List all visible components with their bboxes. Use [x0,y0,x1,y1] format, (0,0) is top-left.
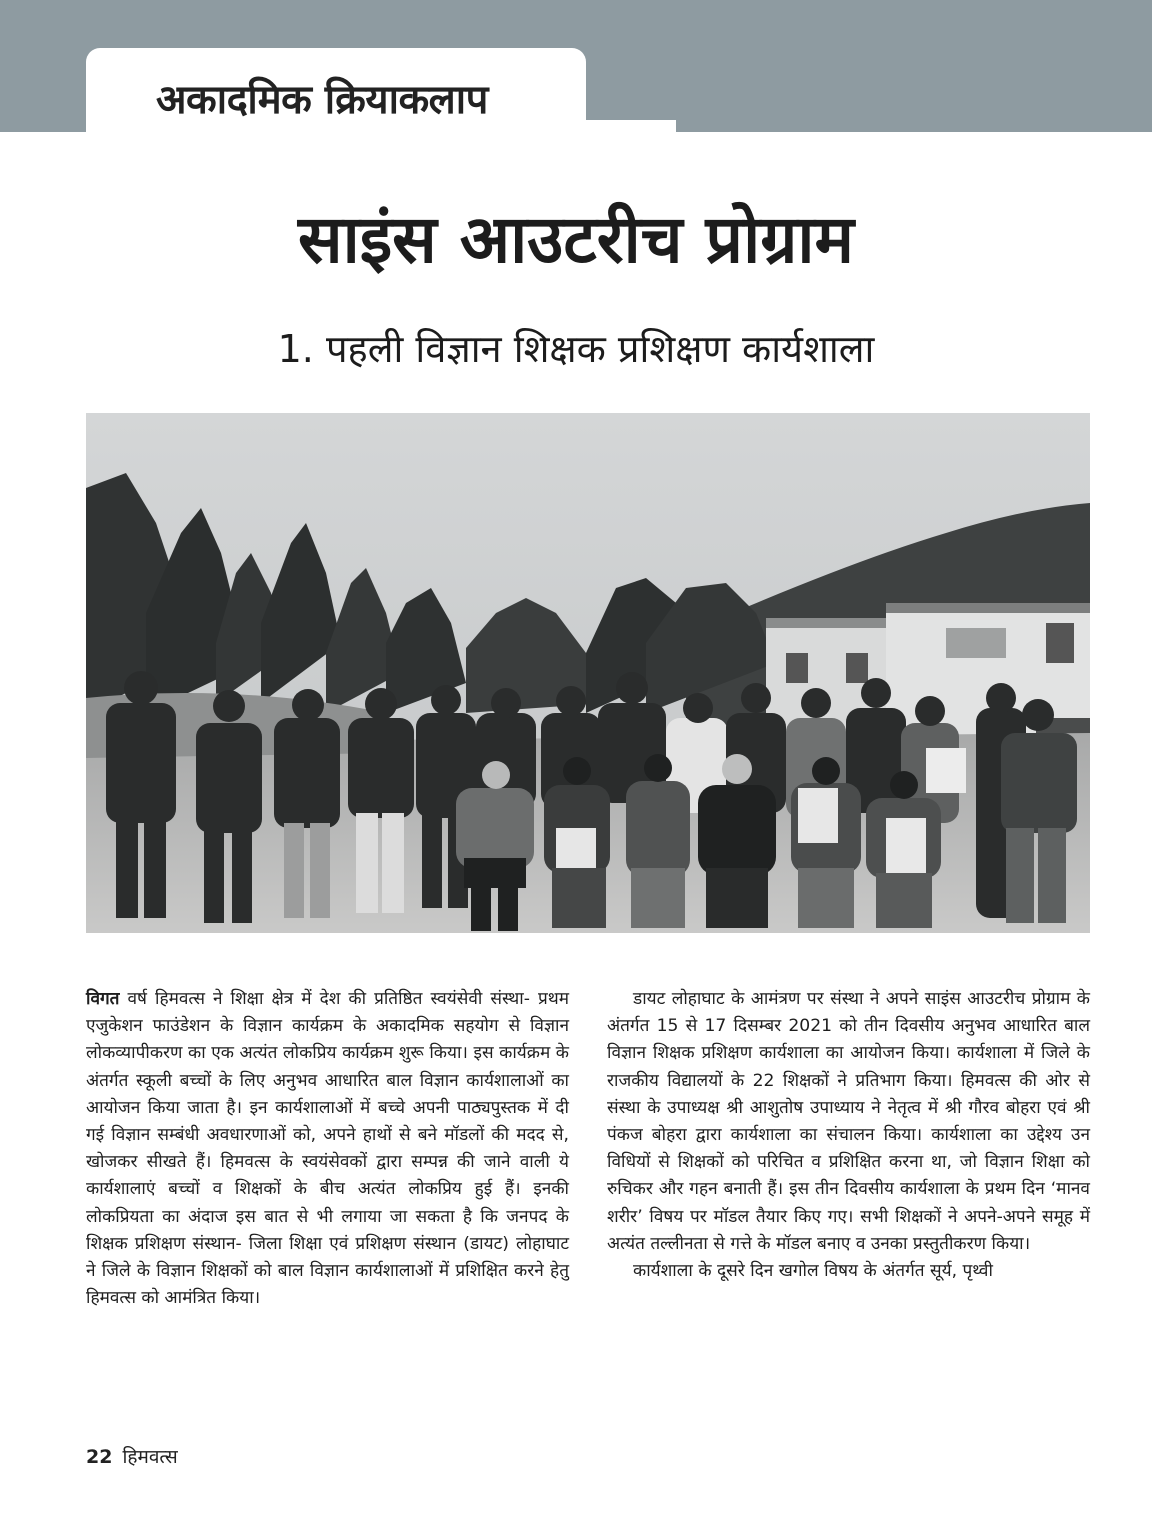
section-tab-notch [586,120,676,132]
group-photo [86,413,1090,933]
page-number: 22 [86,1446,113,1468]
body-paragraph [86,986,569,1312]
body-paragraph: कार्यशाला के दूसरे दिन खगोल विषय के अंतर्गत सूर्य, पृथ्वी [633,1261,993,1282]
page-footer [86,1443,178,1469]
body-column-left [86,986,569,1312]
group-photo-image [86,413,1090,933]
article-title: साइंस आउटरीच प्रोग्राम [297,201,854,278]
lead-word: विगत [86,989,120,1009]
body-paragraph: डायट लोहाघाट के आमंत्रण पर संस्था ने अपने साइंस आउटरीच प्रोग्राम के अंतर्गत 15 से 17 दिसम्बर 2021 को तीन दिवसीय अनुभव आधारित बाल विज्ञान शिक्षक प्रशिक्षण कार्यशाला का आयोजन किया। कार्यशाला में जिले के राजकीय विद्यालयों के 22 शिक्षकों ने प्रतिभाग किया। हिमवत्स की ओर से संस्था के उपाध्यक्ष श्री आशुतोष उपाध्याय ने नेतृत्व में श्री गौरव बोहरा एवं श्री पंकज बोहरा द्वारा कार्यशाला का संचालन किया। कार्यशाला का उद्देश्य उन विधियों से शिक्षकों को परिचित व प्रशिक्षित करना था, जो विज्ञान शिक्षा को रुचिकर और गहन बनाती हैं। इस तीन दिवसीय कार्यशाला के प्रथम दिन ‘मानव शरीर’ विषय पर मॉडल तैयार किए गए। सभी शिक्षकों ने अपने-अपने समूह में अत्यंत तल्लीनता से गत्ते के मॉडल बनाए व उनका प्रस्तुतीकरण किया। [607,989,1090,1254]
magazine-name: हिमवत्स [122,1446,178,1468]
body-column-right [607,986,1090,1285]
body-text: वर्ष हिमवत्स ने शिक्षा क्षेत्र में देश की प्रतिष्ठित स्वयंसेवी संस्था- प्रथम एजुकेशन फाउंडेशन के विज्ञान कार्यक्रम के अकादमिक सहयोग से विज्ञान लोकव्यापीकरण का एक अत्यंत लोकप्रिय कार्यक्रम शुरू किया। इस कार्यक्रम के अंतर्गत स्कूली बच्चों के लिए अनुभव आधारित बाल विज्ञान कार्यशालाओं का आयोजन किया जाता है। इन कार्यशालाओं में बच्चे अपनी पाठ्यपुस्तक में दी गई विज्ञान सम्बंधी अवधारणाओं को, अपने हाथों से बने मॉडलों की मदद से, खोजकर सीखते हैं। हिमवत्स के स्वयंसेवकों द्वारा सम्पन्न की जाने वाली ये कार्यशालाएं बच्चों व शिक्षकों के बीच अत्यंत लोकप्रिय हुई हैं। इनकी लोकप्रियता का अंदाज इस बात से भी लगाया जा सकता है कि जनपद के शिक्षक प्रशिक्षण संस्थान- जिला शिक्षा एवं प्रशिक्षण संस्थान (डायट) लोहाघाट ने जिले के विज्ञान शिक्षकों को बाल विज्ञान कार्यशालाओं में प्रशिक्षित करने हेतु हिमवत्स को आमंत्रित किया। [86,989,570,1309]
article-subtitle: 1. पहली विज्ञान शिक्षक प्रशिक्षण कार्यशाला [277,327,875,371]
section-label: अकादमिक क्रियाकलाप [156,77,488,123]
